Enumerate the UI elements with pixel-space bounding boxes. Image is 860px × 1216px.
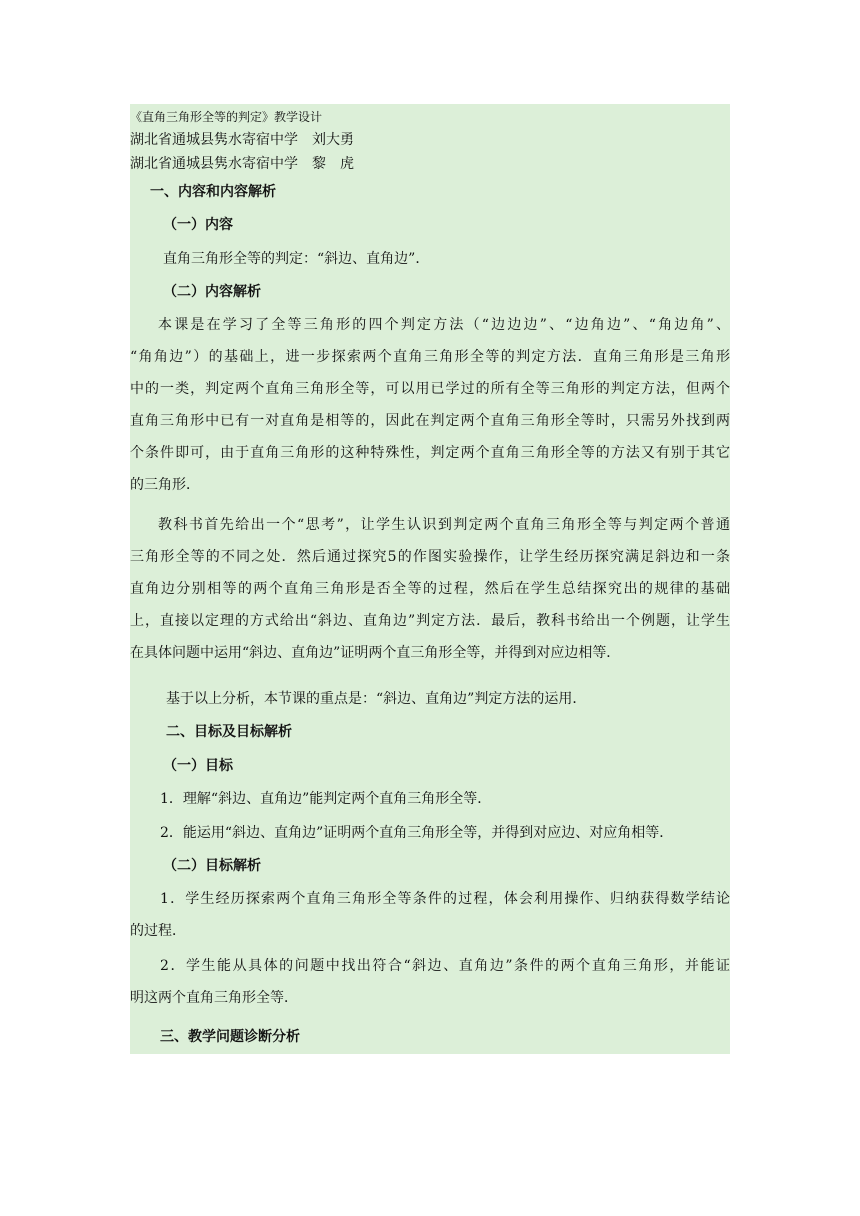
content-text: 直角三角形全等的判定：“斜边、直角边”． (163, 251, 430, 267)
section-2-heading: 二、目标及目标解析 (166, 724, 292, 740)
author-line-1: 湖北省通城县隽水寄宿中学 刘大勇 (130, 132, 354, 148)
section-1-sub-content: （一）内容 (163, 217, 233, 233)
doc-title: 《直角三角形全等的判定》教学设计 (130, 110, 323, 124)
paragraph-line: 本课是在学习了全等三角形的四个判定方法（“边边边”、“边角边”、“角边角”、 (158, 317, 730, 333)
paragraph-line: 三角形全等的不同之处．然后通过探究5的作图实验操作，让学生经历探究满足斜边和一条 (130, 549, 730, 565)
paragraph-line: 1．学生经历探索两个直角三角形全等条件的过程，体会利用操作、归纳获得数学结论 (160, 891, 730, 907)
paragraph-line: 2．学生能从具体的问题中找出符合“斜边、直角边”条件的两个直角三角形，并能证 (160, 958, 730, 974)
paragraph-line: 中的一类，判定两个直角三角形全等，可以用已学过的所有全等三角形的判定方法，但两个 (130, 381, 730, 397)
paragraph-line: 直角三角形中已有一对直角是相等的，因此在判定两个直角三角形全等时，只需另外找到两 (130, 413, 730, 429)
document-page (130, 104, 730, 1054)
paragraph-line: 个条件即可，由于直角三角形的这种特殊性，判定两个直角三角形全等的方法又有别于其它 (130, 445, 730, 461)
paragraph-line: 在具体问题中运用“斜边、直角边”证明两个直三角形全等，并得到对应边相等． (130, 645, 621, 661)
analysis-paragraph-2 (130, 517, 730, 677)
paragraph-line: 直角边分别相等的两个直角三角形是否全等的过程，然后在学生总结探究出的规律的基础 (130, 581, 730, 597)
goal-analysis-2 (130, 958, 730, 1022)
key-point-text: 基于以上分析，本节课的重点是：“斜边、直角边”判定方法的运用． (166, 691, 587, 707)
author-line-2: 湖北省通城县隽水寄宿中学 黎 虎 (130, 156, 354, 172)
section-3-heading: 三、教学问题诊断分析 (160, 1029, 300, 1045)
paragraph-line: 上，直接以定理的方式给出“斜边、直角边”判定方法．最后，教科书给出一个例题，让学生 (130, 613, 730, 629)
analysis-paragraph-1 (130, 317, 730, 509)
goal-analysis-1 (130, 891, 730, 955)
paragraph-line: 的过程． (130, 923, 186, 939)
goal-item-1: 1．理解“斜边、直角边”能判定两个直角三角形全等． (160, 791, 492, 807)
paragraph-line: 的三角形． (130, 477, 200, 493)
goal-item-2: 2．能运用“斜边、直角边”证明两个直角三角形全等，并得到对应边、对应角相等． (160, 825, 674, 841)
section-1-heading: 一、内容和内容解析 (150, 184, 276, 200)
section-2-sub-analysis: （二）目标解析 (163, 858, 261, 874)
paragraph-line: 教科书首先给出一个“思考”，让学生认识到判定两个直角三角形全等与判定两个普通 (158, 517, 730, 533)
section-1-sub-analysis: （二）内容解析 (163, 284, 261, 300)
section-2-sub-goals: （一）目标 (163, 758, 233, 774)
paragraph-line: “角角边”）的基础上，进一步探索两个直角三角形全等的判定方法．直角三角形是三角形 (130, 349, 730, 365)
paragraph-line: 明这两个直角三角形全等． (130, 990, 298, 1006)
